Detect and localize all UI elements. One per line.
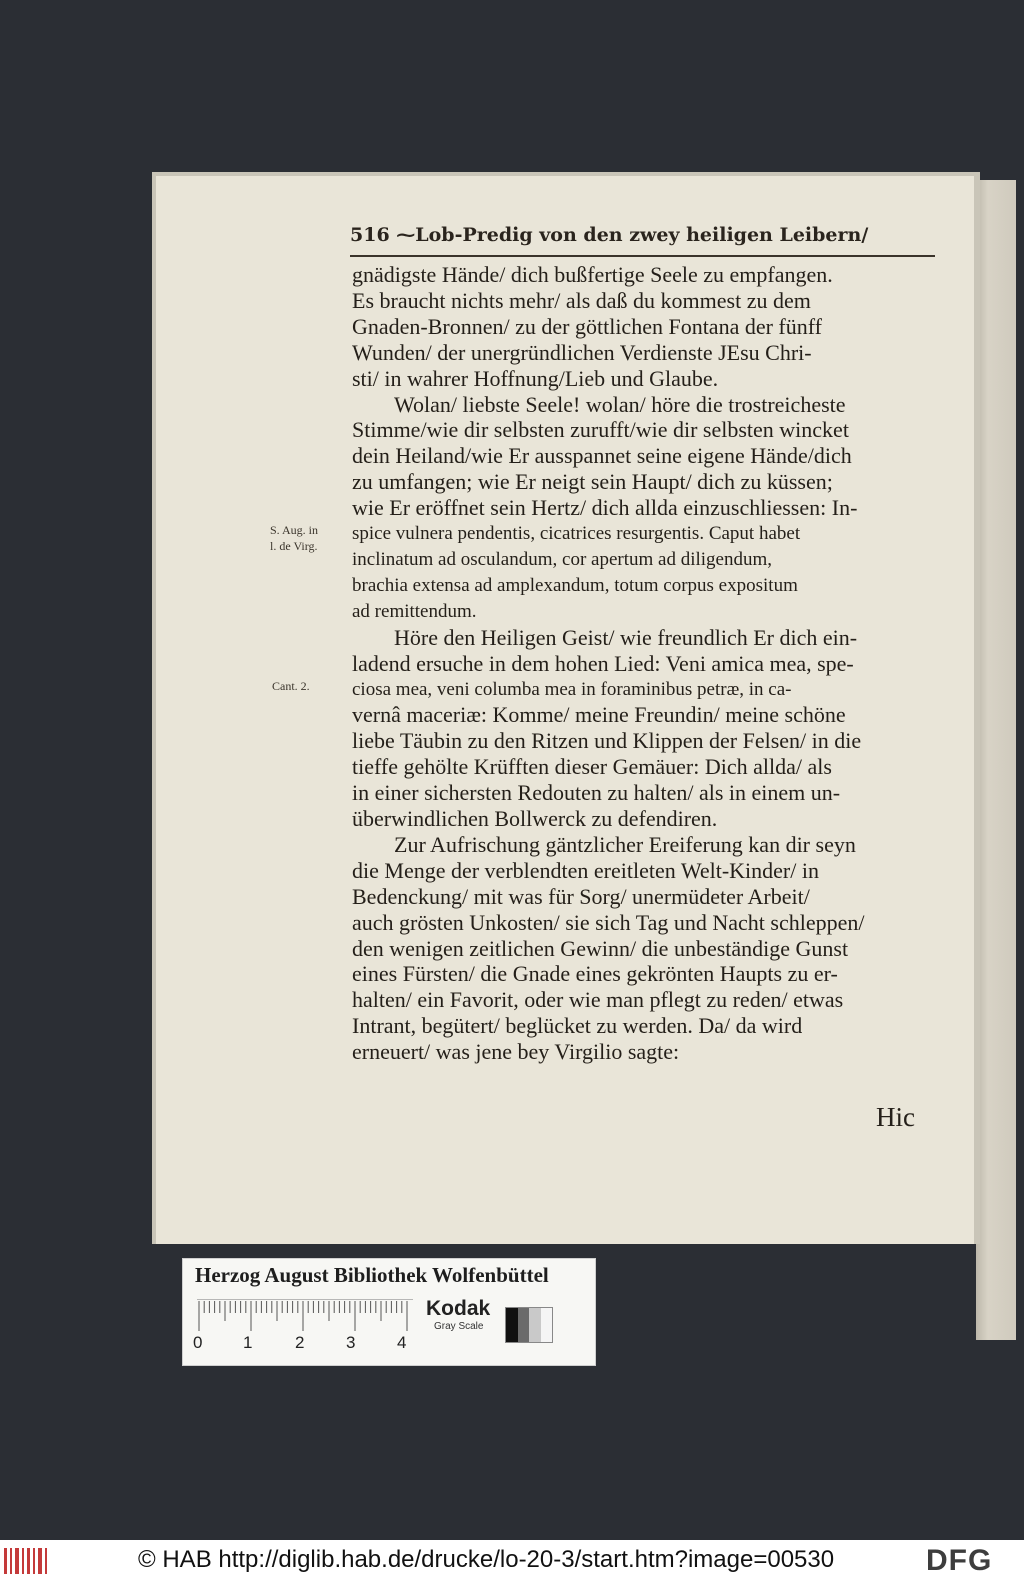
text-line: ladend ersuche in dem hohen Lied: Veni amica mea, spe- xyxy=(352,650,854,676)
text-line: Gnaden-Bronnen/ zu der göttlichen Fontana der fünff xyxy=(352,313,823,339)
kodak-logo: Kodak xyxy=(426,1297,491,1320)
text-line: Höre den Heiligen Geist/ wie freundlich Er dich ein- xyxy=(394,624,858,650)
text-line: ciosa mea, veni columba mea in foraminibus petræ, in ca- xyxy=(352,678,792,700)
text-line: Wolan/ liebste Seele! wolan/ höre die trostreicheste xyxy=(394,391,846,417)
text-line: spice vulnera pendentis, cicatrices resurgentis. Caput habet xyxy=(352,523,801,545)
gray-scale-label: Gray Scale xyxy=(434,1321,484,1332)
text-line: vernâ maceriæ: Komme/ meine Freundin/ meine schöne xyxy=(352,702,846,728)
ruler-scale xyxy=(197,1299,413,1333)
text-line: Bedenckung/ mit was für Sorg/ unermüdeter Arbeit/ xyxy=(352,883,810,909)
text-line: zu umfangen; wie Er neigt sein Haupt/ dich zu küssen; xyxy=(352,469,833,495)
ruler-number-2: 2 xyxy=(295,1333,305,1352)
text-line: den wenigen zeitlichen Gewinn/ die unbeständige Gunst xyxy=(352,935,849,961)
text-line: liebe Täubin zu den Ritzen und Klippen der Felsen/ in die xyxy=(352,728,862,754)
text-line: Stimme/wie dir selbsten zurufft/wie dir selbsten wincket xyxy=(352,417,849,443)
text-line: in einer sichersten Redouten zu halten/ als in einem un- xyxy=(352,780,841,806)
margin-note-augustine xyxy=(270,522,318,554)
footer-credit-link[interactable]: © HAB http://diglib.hab.de/drucke/lo-20-3/start.htm?image=00530 xyxy=(138,1546,835,1573)
library-label-card xyxy=(182,1258,596,1366)
text-line: tieffe gehölte Krüfften dieser Gemäuer: Dich allda/ als xyxy=(352,754,832,780)
text-line: inclinatum ad osculandum, cor apertum ad diligendum, xyxy=(352,548,773,570)
text-line: Zur Aufrischung gäntzlicher Ereiferung kan dir seyn xyxy=(394,831,856,857)
ruler-number-3: 3 xyxy=(346,1333,356,1352)
text-line: brachia extensa ad amplexandum, totum corpus expositum xyxy=(352,574,798,596)
text-line: erneuert/ was jene bey Virgilio sagte: xyxy=(352,1039,680,1065)
page-edge xyxy=(976,180,1016,1340)
gray-swatch xyxy=(529,1308,541,1342)
margin-note-line: Cant. 2. xyxy=(272,679,310,693)
margin-note-line: l. de Virg. xyxy=(270,539,318,553)
footer-bar xyxy=(0,1540,1024,1582)
gray-swatch xyxy=(506,1308,518,1342)
text-line: Intrant, begütert/ beglücket zu werden. Da/ da wird xyxy=(352,1013,803,1039)
catchword: Hic xyxy=(876,1102,915,1132)
margin-note-line: S. Aug. in xyxy=(270,523,319,537)
ruler-number-0: 0 xyxy=(193,1333,203,1352)
text-line: gnädigste Hände/ dich bußfertige Seele zu empfangen. xyxy=(352,262,833,287)
running-head: 516 ⁓Lob-Predig von den zwey heiligen Leibern/ xyxy=(350,224,869,246)
head-rule xyxy=(350,255,935,257)
ruler-number-1: 1 xyxy=(243,1333,253,1352)
text-line: halten/ ein Favorit, oder wie man pflegt zu reden/ etwas xyxy=(352,987,844,1013)
text-line: ad remittendum. xyxy=(352,600,477,622)
gray-swatch xyxy=(518,1308,530,1342)
text-line: die Menge der verblendten ereitleten Welt-Kinder/ in xyxy=(352,857,819,883)
text-line: dein Heiland/wie Er ausspannet seine eigene Hände/dich xyxy=(352,443,852,469)
gray-swatch xyxy=(541,1308,553,1342)
dfg-logo: DFG xyxy=(926,1544,993,1577)
ruler-number-4: 4 xyxy=(397,1333,407,1352)
margin-note-canticle xyxy=(272,678,310,694)
gray-swatches xyxy=(505,1307,553,1343)
text-line: auch grösten Unkosten/ sie sich Tag und Nacht schleppen/ xyxy=(352,909,865,935)
body-text xyxy=(352,262,938,1065)
text-line: Es braucht nichts mehr/ als daß du kommest zu dem xyxy=(352,287,811,313)
barcode-icon xyxy=(4,1548,48,1574)
text-line: sti/ in wahrer Hoffnung/Lieb und Glaube. xyxy=(352,365,719,391)
text-line: Wunden/ der unergründlichen Verdienste JEsu Chri- xyxy=(352,339,812,365)
text-line: überwindlichen Bollwerck zu defendiren. xyxy=(352,806,718,832)
library-name: Herzog August Bibliothek Wolfenbüttel xyxy=(195,1263,549,1287)
text-line: wie Er eröffnet sein Hertz/ dich allda einzuschliessen: In- xyxy=(352,495,858,521)
text-line: eines Fürsten/ die Gnade eines gekrönten Haupts zu er- xyxy=(352,961,838,987)
